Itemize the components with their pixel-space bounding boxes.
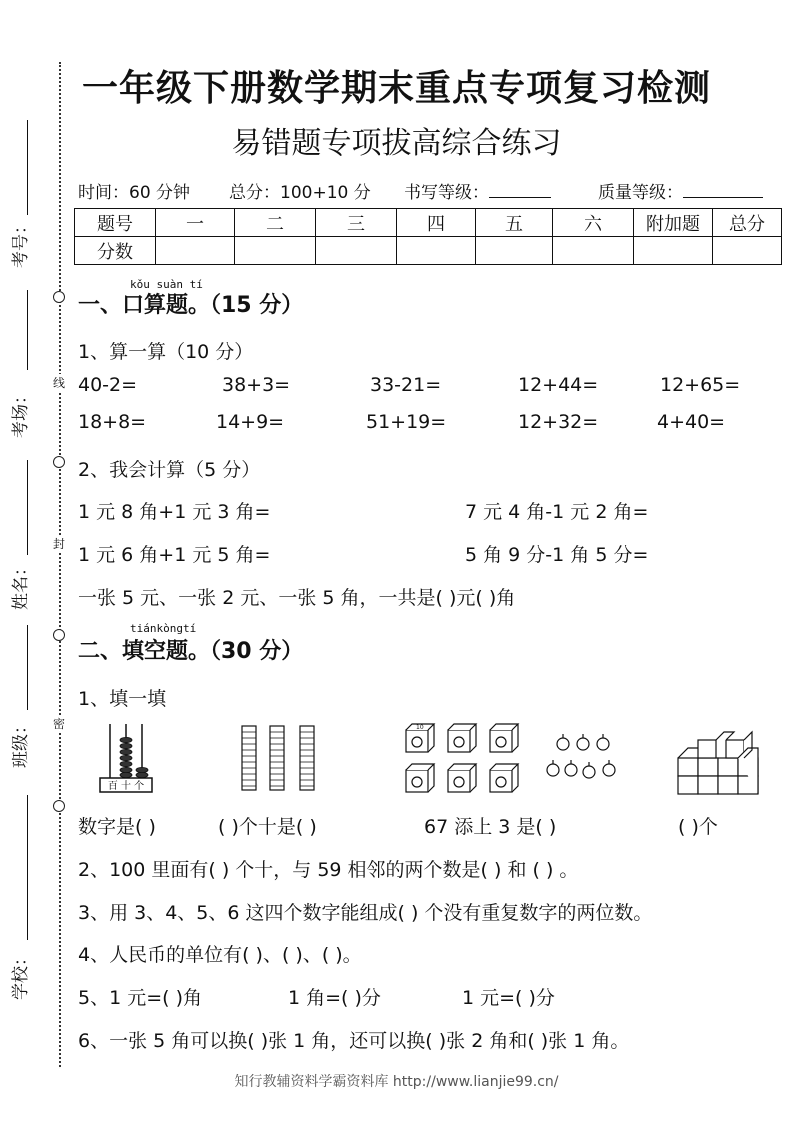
oral-calc-item: 14+9=: [216, 411, 285, 433]
score-input-cell[interactable]: [476, 237, 553, 265]
name-label: 姓名：: [11, 559, 31, 610]
binding-hole: [53, 291, 65, 303]
section1-title: 一、口算题。（15 分）: [78, 293, 304, 318]
stacked-blocks-figure: [676, 728, 761, 798]
oral-calc-item: 12+32=: [518, 411, 599, 433]
time-label: 时间：60 分钟: [78, 183, 191, 203]
question-2: 2、100 里面有( ) 个十，与 59 相邻的两个数是( ) 和 ( ) 。: [78, 859, 579, 881]
table-cell: 四: [397, 209, 476, 237]
ten-cubes-figure: [402, 722, 532, 798]
oral-calc-item: 12+65=: [660, 374, 741, 396]
unit-circles-figure: [543, 732, 623, 784]
money-sum-question: 一张 5 元、一张 2 元、一张 5 角，一共是( )元( )角: [78, 587, 516, 609]
section1-q2-title: 2、我会计算（5 分）: [78, 459, 261, 481]
exam-room-label: 考场：: [11, 387, 31, 438]
score-input-cell[interactable]: [397, 237, 476, 265]
score-input-cell[interactable]: [713, 237, 782, 265]
question-5-part: 1 角=( )分: [288, 987, 381, 1009]
binding-dotted-line: [59, 62, 61, 1067]
table-cell: 题号: [75, 209, 156, 237]
score-table-header-row: [75, 209, 782, 237]
class-blank[interactable]: [27, 625, 28, 710]
name-blank[interactable]: [27, 460, 28, 555]
svg-text:10: 10: [416, 724, 424, 731]
table-cell: 总分: [713, 209, 782, 237]
score-table-score-row: [75, 237, 782, 265]
binding-char-mi: 密: [53, 717, 66, 731]
oral-calc-item: 33-21=: [370, 374, 442, 396]
fill-blank-answer: ( )个: [678, 816, 718, 838]
table-cell: 五: [476, 209, 553, 237]
section1-pinyin: kǒu suàn tí: [130, 278, 203, 291]
binding-char-feng: 封: [53, 537, 66, 551]
table-cell: 分数: [75, 237, 156, 265]
score-input-cell[interactable]: [316, 237, 397, 265]
binding-hole: [53, 800, 65, 812]
table-cell: 附加题: [634, 209, 713, 237]
oral-calc-item: 38+3=: [222, 374, 291, 396]
quality-grade-blank[interactable]: [683, 183, 763, 198]
total-score-label: 总分：100+10 分: [229, 183, 371, 203]
footer-watermark: 知行教辅资料学霸资料库 http://www.lianjie99.cn/: [234, 1074, 559, 1090]
score-input-cell[interactable]: [235, 237, 316, 265]
score-input-cell[interactable]: [634, 237, 713, 265]
score-table: [74, 208, 782, 265]
money-calc-item: 1 元 6 角+1 元 5 角=: [78, 544, 271, 566]
oral-calc-item: 18+8=: [78, 411, 147, 433]
question-3: 3、用 3、4、5、6 这四个数字能组成( ) 个没有重复数字的两位数。: [78, 902, 653, 924]
abacus-place-labels: 百 十 个: [107, 781, 145, 792]
school-label: 学校：: [11, 949, 31, 1000]
section2-title: 二、填空题。（30 分）: [78, 639, 304, 664]
section2-q1-title: 1、填一填: [78, 688, 167, 710]
binding-char-xian: 线: [53, 376, 66, 390]
table-cell: 六: [553, 209, 634, 237]
quality-grade-label: 质量等级：: [598, 178, 763, 203]
page-subtitle: 易错题专项拔高综合练习: [231, 126, 562, 161]
binding-hole: [53, 629, 65, 641]
question-4: 4、人民币的单位有( )、( )、( )。: [78, 944, 362, 966]
oral-calc-item: 4+40=: [657, 411, 726, 433]
fill-blank-answer: 数字是( ): [78, 816, 156, 838]
binding-hole: [53, 456, 65, 468]
school-blank[interactable]: [27, 795, 28, 940]
section2-pinyin: tiánkòngtí: [130, 622, 197, 635]
money-calc-item: 1 元 8 角+1 元 3 角=: [78, 501, 271, 523]
money-calc-item: 5 角 9 分-1 角 5 分=: [465, 544, 649, 566]
oral-calc-item: 40-2=: [78, 374, 138, 396]
section1-q1-title: 1、算一算（10 分）: [78, 341, 254, 363]
money-calc-item: 7 元 4 角-1 元 2 角=: [465, 501, 649, 523]
oral-calc-item: 12+44=: [518, 374, 599, 396]
writing-grade-label: 书写等级：: [404, 178, 551, 203]
score-input-cell[interactable]: [156, 237, 235, 265]
question-6: 6、一张 5 角可以换( )张 1 角，还可以换( )张 2 角和( )张 1 角。: [78, 1030, 630, 1052]
exam-room-blank[interactable]: [27, 290, 28, 370]
question-5-part: 1 元=( )分: [462, 987, 555, 1009]
id-number-blank[interactable]: [27, 120, 28, 215]
question-5-part: 5、1 元=( )角: [78, 987, 203, 1009]
class-label: 班级：: [11, 717, 31, 768]
fill-blank-answer: ( )个十是( ): [218, 816, 317, 838]
abacus-figure: [96, 722, 156, 794]
id-number-label: 考号：: [11, 217, 31, 268]
table-cell: 三: [316, 209, 397, 237]
page-title: 一年级下册数学期末重点专项复习检测: [81, 68, 711, 109]
fill-blank-answer: 67 添上 3 是( ): [424, 816, 557, 838]
ten-rods-figure: [240, 722, 325, 794]
table-cell: 一: [156, 209, 235, 237]
writing-grade-blank[interactable]: [489, 183, 551, 198]
score-input-cell[interactable]: [553, 237, 634, 265]
table-cell: 二: [235, 209, 316, 237]
oral-calc-item: 51+19=: [366, 411, 447, 433]
